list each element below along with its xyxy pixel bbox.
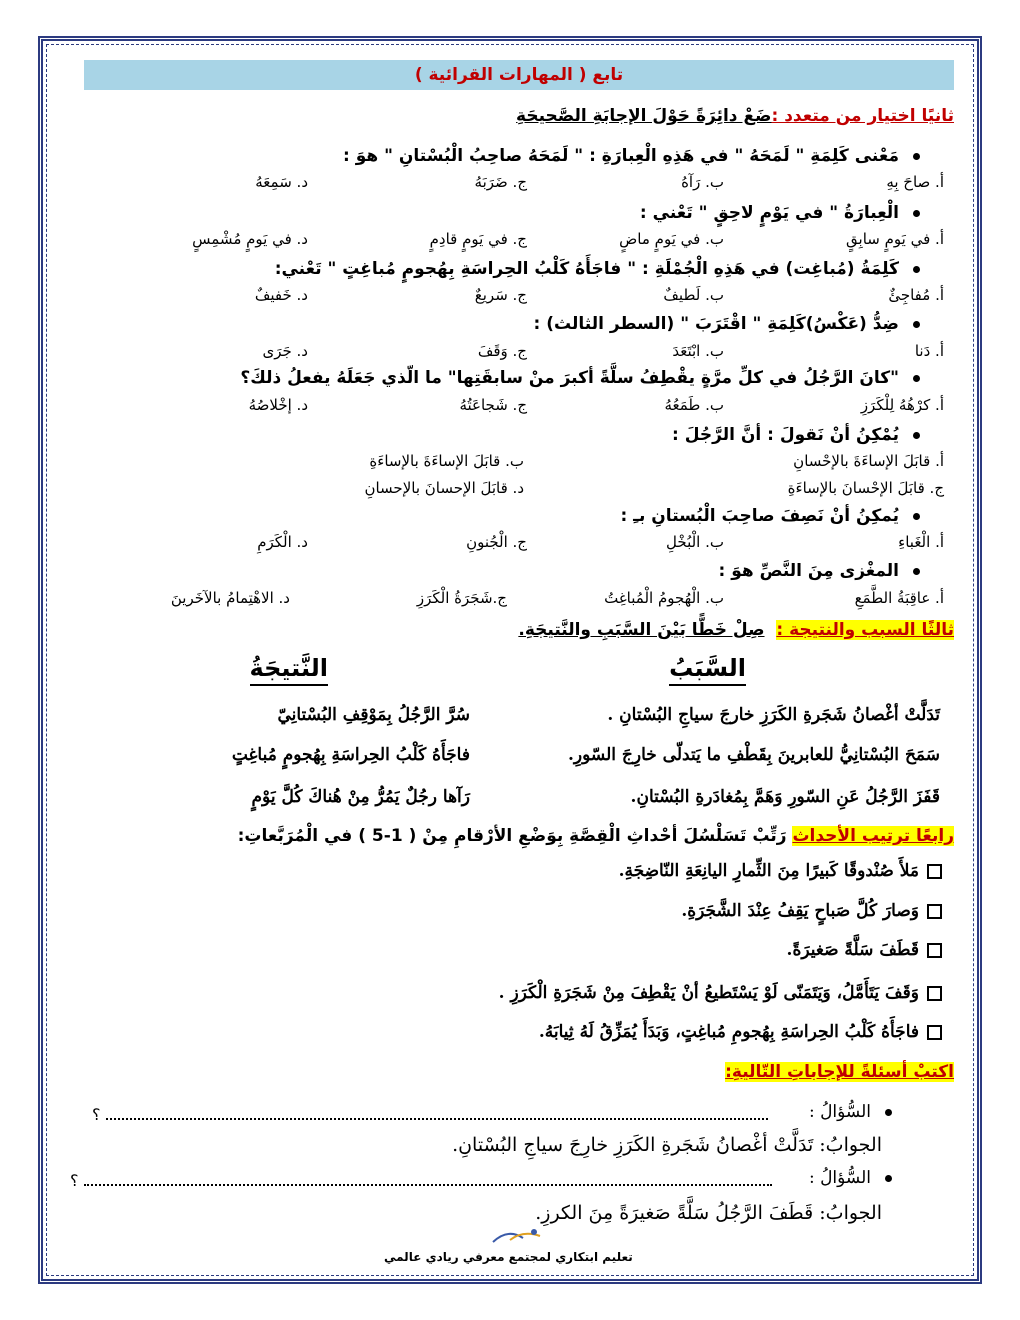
q1-option-d: د. سَمِعَهُ (255, 173, 308, 191)
q2-option-a: أ. في يَومٍ سابِقٍ (846, 230, 944, 248)
event-3 (787, 940, 942, 960)
question-text: يُمْكِنُ أنْ نَقولَ : أنَّ الرَّجُلَ : (672, 425, 899, 445)
q2-option-c: ج. في يَومٍ قادِمٍ (429, 230, 527, 248)
section4-heading (238, 826, 954, 846)
event-2 (681, 901, 942, 921)
q4-option-b: ب. ابْتَعَدَ (672, 342, 724, 360)
section5-label: اكتبْ أسئلةً للإجاباتِ التّاليةِ: (725, 1062, 954, 1082)
question-answer-line-2[interactable]: ؟ (70, 1170, 772, 1190)
section5-heading (725, 1062, 954, 1082)
bullet-icon (913, 321, 920, 328)
bullet-icon (913, 375, 920, 382)
q4-option-a: أ. دَنا (914, 342, 944, 360)
q1-option-a: أ. صاحَ بِهِ (886, 173, 944, 191)
page-title: تابع ( المهارات القرائية ) (84, 60, 954, 90)
q7-option-b: ب. الْبُخْلِ (666, 533, 724, 551)
question-label: السُّؤالُ : (808, 1168, 871, 1188)
q5-option-b: ب. طَمَعُهُ (664, 396, 724, 414)
q6-option-b: ب. قابَلَ الإساءَةَ بالإساءَةِ (369, 452, 524, 470)
q7-option-d: د. الْكَرَمِ (257, 533, 308, 551)
question-text: ضِدُّ (عَكْسُ)كَلِمَةِ " اقْتَرَبَ " (السطر الثالث) : (533, 314, 899, 334)
question-text: يُمكِنُ أنْ نَصِفَ صاحِبَ الْبُستانِ بـِ : (620, 506, 899, 526)
q3-option-a: أ. مُفاجِئٌ (888, 286, 944, 304)
result-1: سُرَّ الرَّجُلُ بِمَوْقِفِ البُسْتانِيّ (277, 705, 470, 725)
q1-option-b: ب. رَآهُ (681, 173, 724, 191)
question-7 (620, 506, 920, 526)
q3-option-c: ج. سَريعٌ (474, 286, 527, 304)
bullet-icon (885, 1175, 892, 1182)
bullet-icon (885, 1109, 892, 1116)
section2-instruction: ضَعْ دائِرَةً حَوْلَ الإجابَةِ الصَّحيحَةِ (516, 106, 772, 126)
question-1 (343, 146, 920, 166)
footer-slogan: تعليم ابتكاري لمجتمع معرفي ريادي عالمي (384, 1250, 633, 1264)
event-4 (499, 983, 942, 1003)
section3-instruction: صِلْ خَطًّا بَيْنَ السَّبَبِ والنَّتيجَةِ. (518, 620, 765, 640)
q3-option-d: د. خَفيفٌ (254, 286, 308, 304)
cause-3: قَفَزَ الرَّجُلُ عَنِ السّورِ وَهَمَّ بِمُغادَرةِ البُسْتانِ. (630, 787, 940, 807)
q8-option-d: د. الاهْتِمامُ بالآخَرينَ (170, 589, 290, 607)
question-8 (719, 561, 920, 581)
q2-option-b: ب. في يَومٍ ماضٍ (619, 230, 724, 248)
q4-option-c: ج. وَقَفَ (477, 342, 527, 360)
q6-option-c: ج. قابَلَ الإحْسانَ بالإساءَةِ (787, 479, 944, 497)
q3-option-b: ب. لَطيفٌ (663, 286, 724, 304)
event-text: قَطَفَ سَلَّةً صَغيرَةً. (786, 940, 919, 960)
ministry-logo-icon (488, 1226, 548, 1246)
event-text: وَصارَ كُلَّ صَباحٍ يَقِفُ عِنْدَ الشَّجَرَةِ. (681, 901, 919, 921)
q8-option-b: ب. الْهُجومُ الْمُباغِتُ (604, 589, 724, 607)
cause-1: تَدَلَّتْ أغْصانُ شَجَرةِ الكَرَزِ خارجَ سياجِ البُسْتانِ . (607, 705, 940, 725)
q8-option-c: ج.شَجَرَةُ الْكَرَزِ (416, 589, 507, 607)
section4-instruction: رَتِّبْ تَسَلْسُلَ أحْداثِ الْقِصَّةِ بِوَضْعِ الأرْقامِ مِنْ ( 1-5 ) في الْمُرَبَّعاتِ: (237, 826, 787, 846)
section4-label: رابعًا ترتيب الأحداث (792, 826, 954, 846)
q5-option-d: د. إخْلاصُهُ (248, 396, 308, 414)
bullet-icon (913, 513, 920, 520)
question-text: مَعْنى كَلِمَةِ " لَمَحَهُ " في هَذِهِ الْعِبارَةِ : " لَمَحَهُ صاحِبُ الْبُسْتانِ " هوَ : (343, 146, 899, 166)
number-box[interactable] (927, 1025, 942, 1040)
answer-text: قَطَفَ الرَّجُلُ سَلَّةً صَغيرَةً مِنَ الكرزِ. (535, 1202, 814, 1224)
answer-1 (452, 1134, 882, 1156)
question-text: "كانَ الرَّجُلُ في كلِّ مرَّةٍ يقْطِفُ سلَّةً أكبرَ منْ سابقَتِها" ما الّذي جَعَلَهُ يفعلُ ذلكَ؟ (240, 368, 899, 388)
question-text: كَلِمَةُ (مُباغِت) في هَذِهِ الْجُمْلَةِ : " فاجَأَهُ كَلْبُ الحِراسَةِ بِهُجومٍ مُباغِتٍ " تَعْني: (274, 259, 899, 279)
cause-2: سَمَحَ البُسْتانِيُّ للعابرينَ بِقَطْفِ ما يَتدلّى خارِجَ السّورِ. (568, 745, 940, 765)
q7-option-a: أ. الْغَباءِ (898, 533, 944, 551)
cause-header: السَّبَبُ (669, 654, 746, 686)
section2-heading (516, 106, 954, 126)
question-line-2 (809, 1168, 892, 1188)
number-box[interactable] (927, 943, 942, 958)
section3-label: ثالثًا السبب والنتيجة : (776, 620, 954, 640)
question-line-1 (809, 1102, 892, 1122)
question-4 (534, 314, 920, 334)
question-label: السُّؤالُ : (808, 1102, 871, 1122)
bullet-icon (913, 266, 920, 273)
question-text: المغْزى مِنَ النَّصِّ هوَ : (718, 561, 899, 581)
bullet-icon (913, 153, 920, 160)
question-6 (672, 425, 920, 445)
bullet-icon (913, 210, 920, 217)
number-box[interactable] (927, 904, 942, 919)
event-text: فاجَأَهُ كَلْبُ الحِراسَةِ بِهُجومِ مُباغِتٍ، وَبَدَأَ يُمَزِّقُ لَهُ ثِيابَهُ. (538, 1022, 919, 1042)
question-text: الْعِبارَةُ " في يَوْمٍ لاحِقٍ " تَعْني : (639, 203, 899, 223)
number-box[interactable] (927, 864, 942, 879)
q8-option-a: أ. عاقِبَةُ الطَّمَعِ (854, 589, 944, 607)
bullet-icon (913, 568, 920, 575)
question-3 (275, 259, 920, 279)
q5-option-a: أ. كرْهُهُ لِلْكَرَزِ (860, 396, 944, 414)
q2-option-d: د. في يَومٍ مُشْمِسٍ (192, 230, 308, 248)
number-box[interactable] (927, 986, 942, 1001)
event-1 (619, 861, 942, 881)
question-2 (640, 203, 920, 223)
question-5 (240, 368, 920, 388)
q5-option-c: ج. شَجاعَتُهُ (459, 396, 527, 414)
event-5 (539, 1022, 942, 1042)
q6-option-d: د. قابَلَ الإحسانَ بالإحسانِ (364, 479, 524, 497)
q7-option-c: ج. الْجُنونِ (466, 533, 527, 551)
answer-2 (535, 1202, 882, 1224)
q4-option-d: د. جَرَى (262, 342, 308, 360)
q1-option-c: ج. ضَرَبَهُ (474, 173, 527, 191)
bullet-icon (913, 432, 920, 439)
section2-label: ثانيًا اختيار من متعدد : (771, 106, 954, 126)
result-3: رَآها رجُلٌ يَمُرُّ مِنْ هُناكَ كُلَّ يَوْمٍ (251, 787, 470, 807)
event-text: مَلأَ صُنْدوقًا كَبيرًا مِنَ الثِّمارِ اليانِعَةِ النّاضِجَةِ. (618, 861, 919, 881)
result-header: النَّتيجَةُ (250, 654, 328, 686)
question-answer-line-1[interactable]: ؟ (92, 1104, 768, 1124)
q6-option-a: أ. قابَلَ الإساءَةَ بالإحْسانِ (793, 452, 944, 470)
event-text: وَقَفَ يَتَأَمَّلُ، وَيَتَمَنّى لَوْ يَسْتَطيعُ أنْ يَقْطِفَ مِنْ شَجَرَةِ الْكَرَزِ . (498, 983, 919, 1003)
section3-heading (518, 620, 954, 640)
page-border-inner (46, 44, 974, 1276)
answer-text: تَدَلَّتْ أغْصانُ شَجَرةِ الكَرَزِ خارِجَ سياجِ البُسْتانِ. (452, 1134, 814, 1156)
answer-label: الجوابُ: (819, 1134, 882, 1156)
result-2: فاجَأَهُ كَلْبُ الحِراسَةِ بِهُجومٍ مُباغِتٍ (231, 745, 470, 765)
answer-label: الجوابُ: (819, 1202, 882, 1224)
